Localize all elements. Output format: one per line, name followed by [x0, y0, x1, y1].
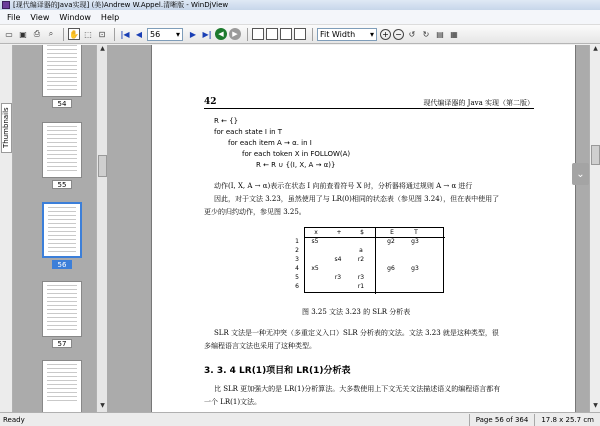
thumbnail-item-selected[interactable] — [40, 202, 84, 269]
thumbnail-label: 54 — [52, 99, 72, 108]
status-bar — [0, 412, 600, 426]
save-icon[interactable]: ▣ — [19, 29, 27, 39]
window-title: [现代编译器的Java实现] (美)Andrew W.Appel.清晰版 - WinDjView — [13, 1, 229, 9]
scroll-up-icon[interactable]: ▲ — [100, 45, 105, 52]
prev-page-icon[interactable]: ◀ — [135, 29, 143, 39]
document-scrollbar[interactable] — [589, 45, 600, 412]
open-icon[interactable]: ▭ — [5, 29, 13, 39]
chevron-down-icon[interactable]: ▾ — [369, 29, 374, 39]
first-page-icon[interactable]: |◀ — [120, 29, 130, 39]
table-header: $ — [360, 229, 364, 236]
thumbnail-page[interactable] — [42, 202, 82, 258]
table-row-label: 1 — [295, 238, 299, 245]
table-header: E — [390, 229, 394, 236]
thumbnail-page[interactable] — [42, 281, 82, 337]
menu-help[interactable]: Help — [100, 12, 120, 22]
zoom-out-icon[interactable]: − — [393, 29, 404, 40]
thumbnail-page[interactable] — [42, 360, 82, 412]
page-header-title: 现代编译器的 Java 实现（第二版） — [423, 99, 534, 107]
zoom-rect-icon[interactable]: ⊡ — [98, 29, 106, 39]
continuous-icon[interactable] — [266, 28, 278, 40]
chevron-down-icon[interactable]: ⌄ — [572, 163, 589, 185]
paragraph: 动作(I, X, A → α)表示在状态 I 向前查看符号 X 时，分析器将通过规则 A → α 进行 — [214, 182, 473, 190]
algo-line: for each item A → α. in I — [228, 139, 312, 147]
select-tool-icon[interactable]: ⬚ — [84, 29, 92, 39]
table-row-label: 4 — [295, 265, 299, 272]
thumbnail-item[interactable] — [40, 45, 84, 108]
document-page — [151, 45, 576, 412]
algo-line: R ← R ∪ {(I, X, A → α)} — [256, 161, 336, 169]
scroll-down-icon[interactable]: ▼ — [100, 402, 105, 409]
thumbnail-page[interactable] — [42, 122, 82, 178]
algo-line: for each token X in FOLLOW(A) — [242, 150, 351, 158]
paragraph: 多编程语言文法也采用了这种类型。 — [204, 342, 316, 350]
single-page-icon[interactable] — [252, 28, 264, 40]
table-row-label: 2 — [295, 247, 299, 254]
table-cell: r2 — [357, 256, 365, 263]
table-cell: g3 — [411, 265, 419, 272]
chevron-down-icon[interactable]: ▾ — [175, 29, 180, 39]
table-header: x — [314, 229, 318, 236]
rotate-right-icon[interactable]: ↻ — [422, 29, 430, 39]
hand-tool-icon[interactable]: ✋ — [69, 29, 79, 39]
table-cell: r1 — [357, 283, 365, 290]
table-cell: r3 — [334, 274, 342, 281]
page-header — [204, 97, 534, 109]
paragraph: 因此，对于文法 3.23，虽然使用了与 LR(0)相同的状态表（参见图 3.24），但在表中使用了 — [214, 195, 500, 203]
page-number-input[interactable] — [147, 28, 183, 41]
facing-pages-icon[interactable] — [280, 28, 292, 40]
continuous-facing-icon[interactable] — [294, 28, 306, 40]
thumbnail-item[interactable] — [40, 281, 84, 348]
scroll-thumb[interactable] — [591, 145, 600, 165]
tab-thumbnails[interactable]: Thumbnails — [1, 103, 12, 153]
forward-icon[interactable]: ▶ — [229, 28, 241, 40]
document-view[interactable] — [111, 45, 589, 412]
back-icon[interactable]: ◀ — [215, 28, 227, 40]
table-cell: g3 — [411, 238, 419, 245]
scroll-down-icon[interactable]: ▼ — [593, 402, 598, 409]
page-number-value: 56 — [150, 29, 161, 39]
status-page: Page 56 of 364 — [469, 414, 535, 426]
status-ready: Ready — [3, 415, 25, 424]
thumbnail-scrollbar[interactable] — [96, 45, 107, 412]
table-header: T — [414, 229, 418, 236]
next-page-icon[interactable]: ▶ — [189, 29, 197, 39]
toolbar — [0, 25, 600, 44]
thumbnail-item[interactable] — [40, 122, 84, 189]
table-row-label: 6 — [295, 283, 299, 290]
table-row-label: 3 — [295, 256, 299, 263]
zoom-value: Fit Width — [320, 29, 356, 39]
toolbar-separator — [63, 28, 64, 41]
toolbar-separator — [114, 28, 115, 41]
fullscreen-icon[interactable]: ▦ — [450, 29, 458, 39]
find-icon[interactable]: ⌕ — [48, 29, 54, 38]
algo-line: R ← {} — [214, 117, 239, 125]
table-cell: x5 — [311, 265, 319, 272]
toolbar-separator — [312, 28, 313, 41]
thumbnail-label: 55 — [52, 180, 72, 189]
menu-window[interactable]: Window — [59, 12, 91, 22]
table-cell: s4 — [334, 256, 342, 263]
rotate-left-icon[interactable]: ↺ — [408, 29, 416, 39]
table-cell: r3 — [357, 274, 365, 281]
toolbar-separator — [247, 28, 248, 41]
paragraph: 更少的归约动作，参见图 3.25。 — [204, 208, 306, 216]
table-row-label: 5 — [295, 274, 299, 281]
menu-bar — [0, 10, 600, 25]
menu-file[interactable]: File — [7, 12, 21, 22]
thumbnail-label: 57 — [52, 339, 72, 348]
thumbnail-label: 56 — [52, 260, 72, 269]
paragraph: SLR 文法是一种无冲突（多重定义入口）SLR 分析表的文法。文法 3.23 就是这种类型，很 — [214, 329, 499, 337]
print-icon[interactable]: ⎙ — [33, 29, 41, 38]
table-header: + — [336, 229, 342, 236]
title-bar — [0, 0, 600, 10]
table-cell: g6 — [387, 265, 395, 272]
page-number: 42 — [204, 97, 217, 107]
table-cell: a — [359, 247, 363, 254]
table-grid — [304, 227, 444, 293]
paragraph: 比 SLR 更加强大的是 LR(1)分析算法。大多数使用上下文无关文法描述语义的编程语言都有 — [214, 385, 501, 393]
figure-caption: 图 3.25 文法 3.23 的 SLR 分析表 — [302, 308, 411, 316]
scroll-up-icon[interactable]: ▲ — [593, 45, 598, 52]
paragraph: 一个 LR(1)文法。 — [204, 398, 262, 406]
zoom-in-icon[interactable]: + — [380, 29, 391, 40]
sidebar-tabs — [0, 45, 13, 412]
thumbnail-item[interactable] — [40, 360, 84, 412]
table-cell: g2 — [387, 238, 395, 245]
table-cell: s5 — [311, 238, 319, 245]
status-page-size: 17.8 x 25.7 cm — [534, 414, 600, 426]
zoom-select[interactable] — [317, 28, 377, 41]
menu-view[interactable]: View — [30, 12, 50, 22]
table-divider — [305, 237, 445, 238]
display-mode-icon[interactable]: ▤ — [436, 29, 444, 39]
thumbnail-page[interactable] — [42, 45, 82, 97]
scroll-thumb[interactable] — [98, 155, 107, 177]
app-icon — [2, 1, 10, 9]
section-heading: 3. 3. 4 LR(1)项目和 LR(1)分析表 — [204, 366, 351, 376]
slr-table — [292, 227, 444, 293]
last-page-icon[interactable]: ▶| — [202, 29, 212, 39]
algo-line: for each state I in T — [214, 128, 283, 136]
